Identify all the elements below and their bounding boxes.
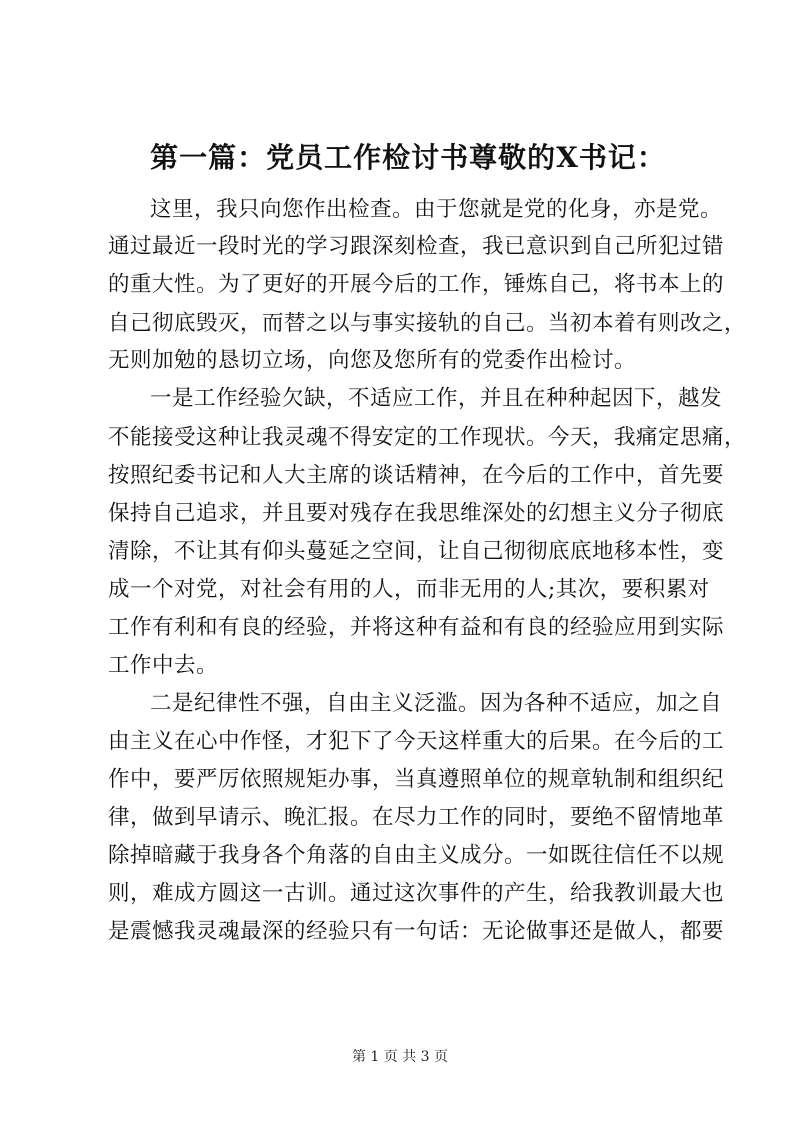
body-line: 除掉暗藏于我身各个角落的自由主义成分。一如既往信任不以规 [108,843,725,868]
body-line: 不能接受这种让我灵魂不得安定的工作现状。今天，我痛定思痛， [108,425,747,450]
body-line: 的重大性。为了更好的开展今后的工作，锤炼自己，将书本上的 [108,272,725,297]
body-line: 一是工作经验欠缺，不适应工作，并且在种种起因下，越发 [150,386,723,411]
body-line: 无则加勉的恳切立场，向您及您所有的党委作出检讨。 [108,348,637,373]
body-line: 是震憾我灵魂最深的经验只有一句话：无论做事还是做人，都要 [108,919,725,944]
body-line: 通过最近一段时光的学习跟深刻检查，我已意识到自己所犯过错 [108,234,725,259]
body-line: 工作有利和有良的经验，并将这种有益和有良的经验应用到实际 [108,615,725,640]
body-line: 成一个对党，对社会有用的人，而非无用的人;其次，要积累对 [108,577,710,602]
body-line: 作中，要严厉依照规矩办事，当真遵照单位的规章轨制和组织纪 [108,767,725,792]
document-title: 第一篇：党员工作检讨书尊敬的X书记： [150,141,666,174]
page-number: 第 1 页 共 3 页 [351,1049,449,1065]
body-line: 按照纪委书记和人大主席的谈话精神，在今后的工作中，首先要 [108,463,725,488]
body-line: 清除，不让其有仰头蔓延之空间，让自己彻彻底底地移本性，变 [108,539,725,564]
body-line: 自己彻底毁灭，而替之以与事实接轨的自己。当初本着有则改之， [108,311,747,336]
body-line: 由主义在心中作怪，才犯下了今天这样重大的后果。在今后的工 [108,729,725,754]
body-line: 这里，我只向您作出检查。由于您就是党的化身，亦是党。 [150,197,723,222]
body-line: 工作中去。 [108,653,219,678]
body-line: 二是纪律性不强，自由主义泛滥。因为各种不适应，加之自 [150,691,723,716]
body-line: 保持自己追求，并且要对残存在我思维深处的幻想主义分子彻底 [108,501,725,526]
body-line: 律，做到早请示、晚汇报。在尽力工作的同时，要绝不留情地革 [108,805,725,830]
body-line: 则，难成方圆这一古训。通过这次事件的产生，给我教训最大也 [108,881,725,906]
